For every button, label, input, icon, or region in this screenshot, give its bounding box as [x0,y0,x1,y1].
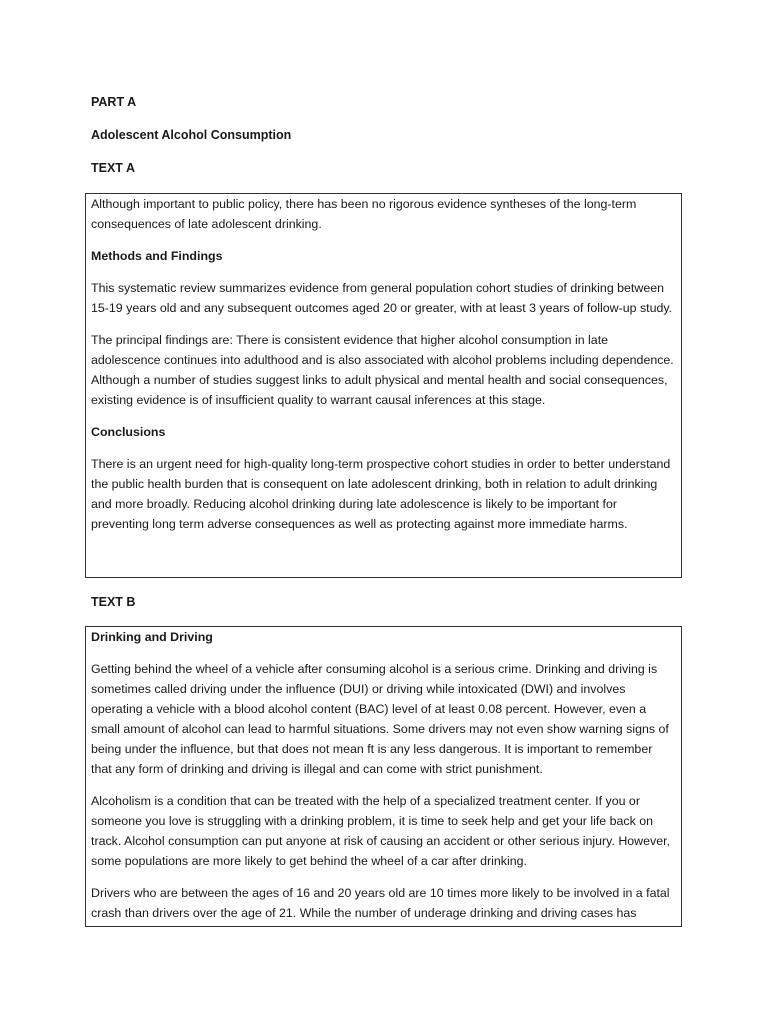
text-b-paragraph-2: Alcoholism is a condition that can be treated with the help of a specialized treatment center. If you or someone you love is struggling with a drinking problem, it is time to seek help and get your life back on track. Alcohol consumption can put anyone at risk of causing an accident or other serious injury. However, some populations are more likely to get behind the wheel of a car after drinking. [91,794,670,868]
conclusions-heading: Conclusions [91,425,166,439]
methods-paragraph-1: This systematic review summarizes evidence from general population cohort studies of drinking between 15-19 years old and any subsequent outcomes aged 20 or greater, with at least 3 years of follow-up study. [91,281,673,315]
document-title: Adolescent Alcohol Consumption [91,128,292,142]
text-b-paragraph-1: Getting behind the wheel of a vehicle after consuming alcohol is a serious crime. Drinking and driving is sometimes called driving under the influence (DUI) or driving while intoxicated (DWI) and involves operating a vehicle with a blood alcohol content (BAC) level of at least 0.08 percent. However, even a small amount of alcohol can lead to harmful situations. Some drivers may not even show warning signs of being under the influence, but that does not mean ft is any less dangerous. It is important to remember that any form of drinking and driving is illegal and can come with strict punishment. [91,662,669,776]
conclusions-paragraph: There is an urgent need for high-quality long-term prospective cohort studies in order to better understand the public health burden that is consequent on late adolescent drinking, both in relation to adult drinking and more broadly. Reducing alcohol drinking during late adolescence is likely to be important for preventing long term adverse consequences as well as protecting against more immediate harms. [91,457,671,531]
part-label: PART A [91,95,137,109]
text-b-label: TEXT B [91,595,136,609]
text-b-paragraph-3: Drivers who are between the ages of 16 and 20 years old are 10 times more likely to be involved in a fatal crash than drivers over the age of 21. While the number of underage drinking and driving cases has [91,886,670,920]
text-a-box [85,193,682,578]
text-a-label: TEXT A [91,161,135,175]
text-a-intro: Although important to public policy, there has been no rigorous evidence syntheses of the long-term consequences of late adolescent drinking. [91,197,637,231]
drinking-driving-heading: Drinking and Driving [91,630,213,644]
methods-paragraph-2: The principal findings are: There is consistent evidence that higher alcohol consumption in late adolescence continues into adulthood and is also associated with alcohol problems including dependence. Although a number of studies suggest links to adult physical and mental health and social consequences, existing evidence is of insufficient quality to warrant causal inferences at this stage. [91,333,674,407]
methods-heading: Methods and Findings [91,249,223,263]
text-b-box [85,626,682,927]
